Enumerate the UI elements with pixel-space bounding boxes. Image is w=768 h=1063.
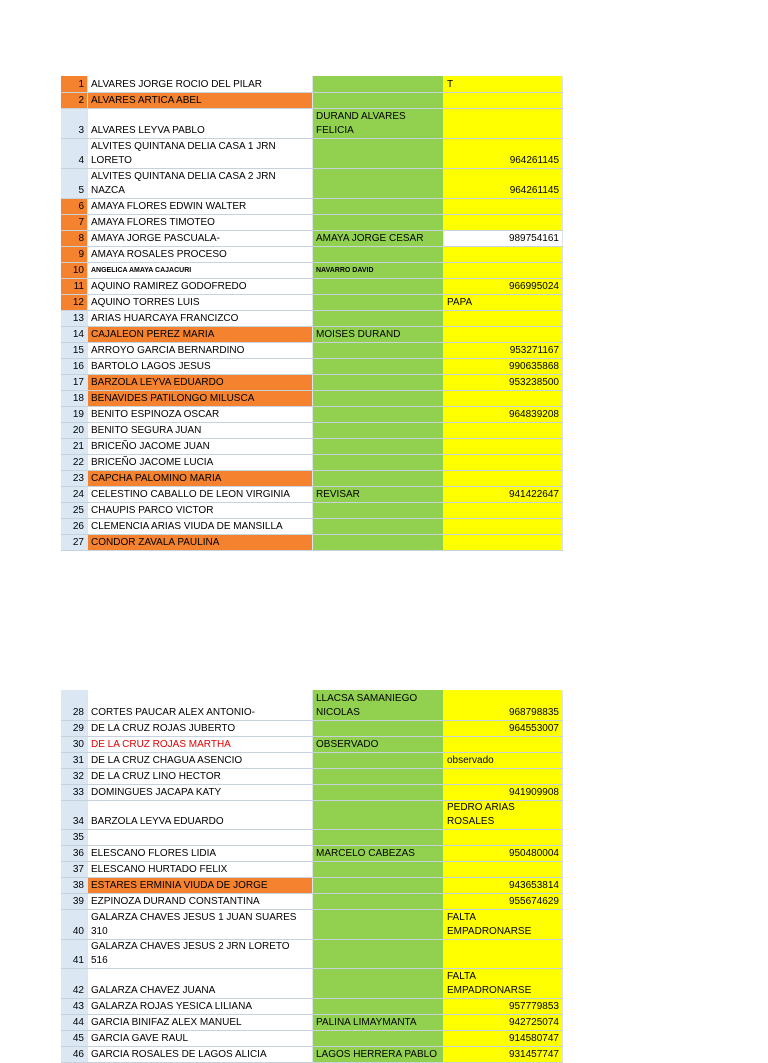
table-row [61, 768, 563, 784]
person-name-cell[interactable]: ALVARES ARTICA ABEL [88, 92, 313, 108]
table-row [61, 278, 563, 294]
contact-cell[interactable]: REVISAR [313, 486, 444, 502]
contact-cell[interactable] [313, 768, 444, 784]
person-name-cell[interactable]: EZPINOZA DURAND CONSTANTINA [88, 893, 313, 909]
table-row [61, 246, 563, 262]
person-name-cell[interactable]: BENITO ESPINOZA OSCAR [88, 406, 313, 422]
table-row [61, 893, 563, 909]
phone-note-cell[interactable] [444, 390, 563, 406]
row-number[interactable]: 4 [61, 138, 88, 168]
phone-note-cell[interactable]: 914580747 [444, 1030, 563, 1046]
table-row [61, 486, 563, 502]
contact-cell[interactable] [313, 752, 444, 768]
contact-cell[interactable]: DURAND ALVARES FELICIA [313, 108, 444, 138]
contact-cell[interactable]: MOISES DURAND [313, 326, 444, 342]
row-number[interactable]: 6 [61, 198, 88, 214]
person-name-cell[interactable]: BRICEÑO JACOME JUAN [88, 438, 313, 454]
phone-note-cell[interactable]: 990635868 [444, 358, 563, 374]
phone-note-cell[interactable] [444, 829, 563, 845]
row-number[interactable]: 10 [61, 262, 88, 278]
contact-cell[interactable] [313, 246, 444, 262]
contact-cell[interactable] [313, 278, 444, 294]
person-name-cell[interactable]: GARCIA GAVE RAUL [88, 1030, 313, 1046]
table-row [61, 390, 563, 406]
table-row [61, 406, 563, 422]
row-number[interactable]: 26 [61, 518, 88, 534]
row-number[interactable]: 18 [61, 390, 88, 406]
row-number[interactable]: 28 [61, 690, 88, 720]
table-row [61, 939, 563, 968]
row-number[interactable]: 46 [61, 1046, 88, 1062]
row-number[interactable]: 38 [61, 877, 88, 893]
contact-cell[interactable] [313, 438, 444, 454]
phone-note-cell[interactable] [444, 422, 563, 438]
row-number[interactable]: 35 [61, 829, 88, 845]
contact-cell[interactable] [313, 720, 444, 736]
phone-note-cell[interactable]: 966995024 [444, 278, 563, 294]
table-row [61, 454, 563, 470]
person-name-cell[interactable]: BENAVIDES PATILONGO MILUSCA [88, 390, 313, 406]
row-number[interactable]: 13 [61, 310, 88, 326]
person-name-cell[interactable]: CAJALEON PEREZ MARIA [88, 326, 313, 342]
phone-note-cell[interactable] [444, 534, 563, 550]
table-row [61, 262, 563, 278]
person-name-cell[interactable]: ALVITES QUINTANA DELIA CASA 2 JRN NAZCA [88, 168, 313, 198]
phone-note-cell[interactable]: 989754161 [444, 230, 563, 246]
row-number[interactable]: 7 [61, 214, 88, 230]
table-row [61, 108, 563, 138]
phone-note-cell[interactable]: T [444, 76, 563, 92]
phone-note-cell[interactable]: 964839208 [444, 406, 563, 422]
contact-cell[interactable] [313, 939, 444, 968]
phone-note-cell[interactable] [444, 326, 563, 342]
table-row [61, 310, 563, 326]
person-name-cell[interactable]: ALVARES LEYVA PABLO [88, 108, 313, 138]
person-name-cell[interactable]: AMAYA ROSALES PROCESO [88, 246, 313, 262]
person-name-cell[interactable]: CORTES PAUCAR ALEX ANTONIO- [88, 690, 313, 720]
contact-cell[interactable] [313, 374, 444, 390]
contact-cell[interactable] [313, 784, 444, 800]
phone-note-cell[interactable] [444, 198, 563, 214]
row-number[interactable]: 17 [61, 374, 88, 390]
phone-note-cell[interactable] [444, 108, 563, 138]
contact-cell[interactable] [313, 168, 444, 198]
table-row [61, 326, 563, 342]
phone-note-cell[interactable] [444, 214, 563, 230]
contact-cell[interactable] [313, 310, 444, 326]
table-row [61, 877, 563, 893]
row-number[interactable]: 30 [61, 736, 88, 752]
contact-cell[interactable] [313, 861, 444, 877]
person-name-cell[interactable]: BARTOLO LAGOS JESUS [88, 358, 313, 374]
table-row [61, 168, 563, 198]
row-number[interactable]: 34 [61, 800, 88, 829]
row-number[interactable]: 44 [61, 1014, 88, 1030]
contact-cell[interactable]: OBSERVADO [313, 736, 444, 752]
row-number[interactable]: 20 [61, 422, 88, 438]
contact-cell[interactable] [313, 406, 444, 422]
contact-cell[interactable] [313, 294, 444, 310]
row-number[interactable]: 36 [61, 845, 88, 861]
table-row [61, 845, 563, 861]
spreadsheet-block-1 [61, 76, 563, 551]
row-number[interactable]: 22 [61, 454, 88, 470]
phone-note-cell[interactable] [444, 92, 563, 108]
row-number[interactable]: 16 [61, 358, 88, 374]
phone-note-cell[interactable]: 964261145 [444, 138, 563, 168]
phone-note-cell[interactable]: 950480004 [444, 845, 563, 861]
phone-note-cell[interactable]: 964261145 [444, 168, 563, 198]
phone-note-cell[interactable]: 957779853 [444, 998, 563, 1014]
table-row [61, 294, 563, 310]
person-name-cell[interactable]: GARCIA BINIFAZ ALEX MANUEL [88, 1014, 313, 1030]
table-row [61, 968, 563, 998]
contact-cell[interactable] [313, 470, 444, 486]
contact-cell[interactable]: LLACSA SAMANIEGO NICOLAS [313, 690, 444, 720]
spreadsheet-block-2 [61, 690, 563, 1063]
phone-note-cell[interactable]: FALTA EMPADRONARSE [444, 909, 563, 939]
person-name-cell[interactable]: GALARZA CHAVEZ JUANA [88, 968, 313, 998]
table-row [61, 690, 563, 720]
contact-cell[interactable] [313, 138, 444, 168]
person-name-cell[interactable]: GALARZA ROJAS YESICA LILIANA [88, 998, 313, 1014]
contact-cell[interactable] [313, 518, 444, 534]
person-name-cell[interactable]: ELESCANO FLORES LIDIA [88, 845, 313, 861]
person-name-cell[interactable]: GALARZA CHAVES JESUS 1 JUAN SUARES 310 [88, 909, 313, 939]
contact-cell[interactable] [313, 800, 444, 829]
person-name-cell[interactable]: ARROYO GARCIA BERNARDINO [88, 342, 313, 358]
phone-note-cell[interactable]: 941422647 [444, 486, 563, 502]
contact-cell[interactable] [313, 92, 444, 108]
contact-cell[interactable]: PALINA LIMAYMANTA [313, 1014, 444, 1030]
person-name-cell[interactable]: BARZOLA LEYVA EDUARDO [88, 800, 313, 829]
contact-cell[interactable] [313, 390, 444, 406]
phone-note-cell[interactable]: 953238500 [444, 374, 563, 390]
table-row [61, 138, 563, 168]
table-row [61, 909, 563, 939]
table-row [61, 800, 563, 829]
person-name-cell[interactable] [88, 829, 313, 845]
table-row [61, 1030, 563, 1046]
row-number[interactable]: 12 [61, 294, 88, 310]
row-number[interactable]: 41 [61, 939, 88, 968]
phone-note-cell[interactable] [444, 518, 563, 534]
row-number[interactable]: 1 [61, 76, 88, 92]
table-row [61, 861, 563, 877]
phone-note-cell[interactable]: 942725074 [444, 1014, 563, 1030]
row-number[interactable]: 11 [61, 278, 88, 294]
phone-note-cell[interactable]: 943653814 [444, 877, 563, 893]
person-name-cell[interactable]: ARIAS HUARCAYA FRANCIZCO [88, 310, 313, 326]
phone-note-cell[interactable]: PEDRO ARIAS ROSALES [444, 800, 563, 829]
contact-cell[interactable] [313, 198, 444, 214]
contact-cell[interactable] [313, 502, 444, 518]
person-name-cell[interactable]: AMAYA FLORES EDWIN WALTER [88, 198, 313, 214]
person-name-cell[interactable]: AMAYA JORGE PASCUALA- [88, 230, 313, 246]
contact-cell[interactable] [313, 76, 444, 92]
table-row [61, 534, 563, 550]
phone-note-cell[interactable] [444, 454, 563, 470]
table-row [61, 470, 563, 486]
person-name-cell[interactable]: AQUINO TORRES LUIS [88, 294, 313, 310]
phone-note-cell[interactable] [444, 939, 563, 968]
table-row [61, 198, 563, 214]
contact-cell[interactable] [313, 342, 444, 358]
phone-note-cell[interactable] [444, 502, 563, 518]
table-row [61, 784, 563, 800]
person-name-cell[interactable]: CONDOR ZAVALA PAULINA [88, 534, 313, 550]
phone-note-cell[interactable]: PAPA [444, 294, 563, 310]
contact-cell[interactable] [313, 877, 444, 893]
person-name-cell[interactable]: ALVARES JORGE ROCIO DEL PILAR [88, 76, 313, 92]
contact-cell[interactable] [313, 968, 444, 998]
contact-cell[interactable] [313, 422, 444, 438]
row-number[interactable]: 31 [61, 752, 88, 768]
table-row [61, 502, 563, 518]
person-name-cell[interactable]: DE LA CRUZ LINO HECTOR [88, 768, 313, 784]
phone-note-cell[interactable] [444, 310, 563, 326]
person-name-cell[interactable]: DE LA CRUZ ROJAS MARTHA [88, 736, 313, 752]
table-row [61, 1014, 563, 1030]
row-number[interactable]: 40 [61, 909, 88, 939]
person-name-cell[interactable]: DOMINGUES JACAPA KATY [88, 784, 313, 800]
table-row [61, 230, 563, 246]
phone-note-cell[interactable]: 955674629 [444, 893, 563, 909]
row-number[interactable]: 8 [61, 230, 88, 246]
row-number[interactable]: 9 [61, 246, 88, 262]
row-number[interactable]: 24 [61, 486, 88, 502]
row-number[interactable]: 2 [61, 92, 88, 108]
phone-note-cell[interactable] [444, 246, 563, 262]
contact-cell[interactable] [313, 454, 444, 470]
person-name-cell[interactable]: AMAYA FLORES TIMOTEO [88, 214, 313, 230]
phone-note-cell[interactable]: FALTA EMPADRONARSE [444, 968, 563, 998]
contact-cell[interactable] [313, 909, 444, 939]
person-name-cell[interactable]: BARZOLA LEYVA EDUARDO [88, 374, 313, 390]
row-number[interactable]: 21 [61, 438, 88, 454]
table-row [61, 736, 563, 752]
person-name-cell[interactable]: ANGELICA AMAYA CAJACURI [88, 262, 313, 278]
row-number[interactable]: 14 [61, 326, 88, 342]
person-name-cell[interactable]: BENITO SEGURA JUAN [88, 422, 313, 438]
row-number[interactable]: 15 [61, 342, 88, 358]
phone-note-cell[interactable]: 964553007 [444, 720, 563, 736]
row-number[interactable]: 19 [61, 406, 88, 422]
person-name-cell[interactable]: CAPCHA PALOMINO MARIA [88, 470, 313, 486]
contact-cell[interactable] [313, 214, 444, 230]
table-row [61, 358, 563, 374]
phone-note-cell[interactable]: 931457747 [444, 1046, 563, 1062]
row-number[interactable]: 45 [61, 1030, 88, 1046]
phone-note-cell[interactable] [444, 438, 563, 454]
table-row [61, 438, 563, 454]
contact-cell[interactable] [313, 1030, 444, 1046]
person-name-cell[interactable]: ELESCANO HURTADO FELIX [88, 861, 313, 877]
contact-cell[interactable] [313, 829, 444, 845]
person-name-cell[interactable]: GALARZA CHAVES JESUS 2 JRN LORETO 516 [88, 939, 313, 968]
table-row [61, 720, 563, 736]
table-row [61, 76, 563, 92]
contact-cell[interactable] [313, 893, 444, 909]
row-number[interactable]: 39 [61, 893, 88, 909]
phone-note-cell[interactable]: 968798835 [444, 690, 563, 720]
contact-cell[interactable] [313, 998, 444, 1014]
phone-note-cell[interactable]: 941909908 [444, 784, 563, 800]
row-number[interactable]: 37 [61, 861, 88, 877]
contact-cell[interactable]: LAGOS HERRERA PABLO [313, 1046, 444, 1062]
person-name-cell[interactable]: CLEMENCIA ARIAS VIUDA DE MANSILLA [88, 518, 313, 534]
table-row [61, 374, 563, 390]
row-number[interactable]: 42 [61, 968, 88, 998]
contact-cell[interactable]: MARCELO CABEZAS [313, 845, 444, 861]
phone-note-cell[interactable] [444, 861, 563, 877]
row-number[interactable]: 3 [61, 108, 88, 138]
person-name-cell[interactable]: BRICEÑO JACOME LUCIA [88, 454, 313, 470]
phone-note-cell[interactable] [444, 470, 563, 486]
phone-note-cell[interactable]: 953271167 [444, 342, 563, 358]
person-name-cell[interactable]: AQUINO RAMIREZ GODOFREDO [88, 278, 313, 294]
person-name-cell[interactable]: DE LA CRUZ ROJAS JUBERTO [88, 720, 313, 736]
table-row [61, 518, 563, 534]
person-name-cell[interactable]: ESTARES ERMINIA VIUDA DE JORGE [88, 877, 313, 893]
row-number[interactable]: 5 [61, 168, 88, 198]
contact-cell[interactable]: AMAYA JORGE CESAR [313, 230, 444, 246]
table-row [61, 752, 563, 768]
table-row [61, 422, 563, 438]
row-number[interactable]: 32 [61, 768, 88, 784]
person-name-cell[interactable]: CELESTINO CABALLO DE LEON VIRGINIA [88, 486, 313, 502]
contact-cell[interactable] [313, 534, 444, 550]
row-number[interactable]: 33 [61, 784, 88, 800]
table-row [61, 214, 563, 230]
person-name-cell[interactable]: ALVITES QUINTANA DELIA CASA 1 JRN LORETO [88, 138, 313, 168]
phone-note-cell[interactable] [444, 262, 563, 278]
table-row [61, 998, 563, 1014]
person-name-cell[interactable]: CHAUPIS PARCO VICTOR [88, 502, 313, 518]
contact-cell[interactable]: NAVARRO DAVID [313, 262, 444, 278]
row-number[interactable]: 29 [61, 720, 88, 736]
person-name-cell[interactable]: GARCIA ROSALES DE LAGOS ALICIA [88, 1046, 313, 1062]
row-number[interactable]: 25 [61, 502, 88, 518]
phone-note-cell[interactable] [444, 768, 563, 784]
person-name-cell[interactable]: DE LA CRUZ CHAGUA ASENCIO [88, 752, 313, 768]
row-number[interactable]: 23 [61, 470, 88, 486]
table-row [61, 1046, 563, 1062]
contact-cell[interactable] [313, 358, 444, 374]
table-row [61, 342, 563, 358]
phone-note-cell[interactable]: observado [444, 752, 563, 768]
phone-note-cell[interactable] [444, 736, 563, 752]
table-row [61, 92, 563, 108]
row-number[interactable]: 43 [61, 998, 88, 1014]
table-row [61, 829, 563, 845]
row-number[interactable]: 27 [61, 534, 88, 550]
